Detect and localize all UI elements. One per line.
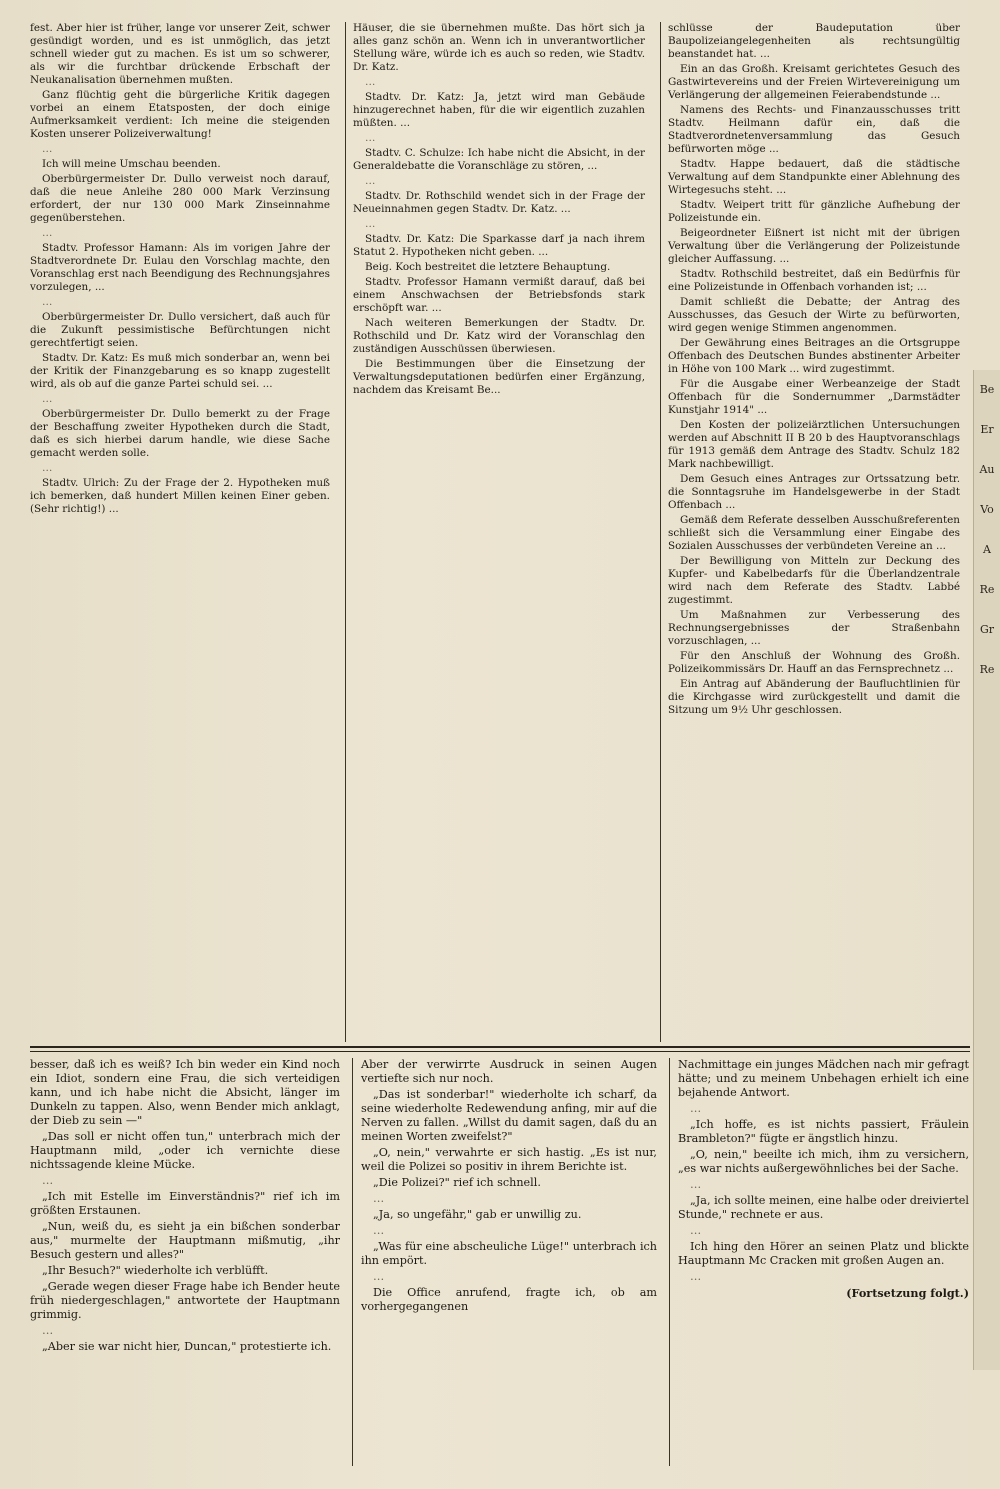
omitted-text: …	[365, 132, 379, 144]
story-paragraph: Nachmittage ein junges Mädchen nach mir gefragt hätte; und zu meinem Unbehagen erhielt ich eine bejahende Antwort.	[678, 1058, 969, 1099]
council-paragraph: Stadtv. Ulrich: Zu der Frage der 2. Hypotheken muß ich bemerken, daß hundert Millen keinen Einer geben. (Sehr richtig!) ...	[30, 477, 330, 515]
council-column-2	[345, 22, 645, 1042]
council-paragraph: Ich will meine Umschau beenden.	[42, 158, 221, 170]
omitted-text: …	[42, 1174, 57, 1187]
omitted-text: …	[373, 1192, 388, 1205]
council-paragraph: Nach weiteren Bemerkungen der Stadtv. Dr. Rothschild und Dr. Katz wird der Voranschlag den zuständigen Ausschüssen überwiesen.	[353, 317, 645, 355]
council-paragraph: Stadtv. Professor Hamann vermißt darauf, daß bei einem Anschwachsen der Betriebsfonds stark erschöpft war. ...	[353, 276, 645, 314]
section-divider	[30, 1046, 970, 1048]
omitted-text: …	[42, 462, 56, 474]
council-paragraph: Die Bestimmungen über die Einsetzung der Verwaltungsdeputationen bedürfen einer Ergänzung, nachdem das Kreisamt Be...	[353, 358, 645, 396]
story-paragraph: „Aber sie war nicht hier, Duncan," protestierte ich.	[42, 1340, 332, 1353]
story-paragraph: „Ich hoffe, es ist nichts passiert, Fräulein Brambleton?" fügte er ängstlich hinzu.	[678, 1118, 969, 1145]
council-paragraph: Ein an das Großh. Kreisamt gerichtetes Gesuch des Gastwirtevereins und der Freien Wirtevereinigung um Verlängerung der allgemeinen Feierabendstunde ...	[668, 63, 960, 101]
adjacent-page-edge	[973, 370, 1000, 1370]
omitted-text: …	[365, 175, 379, 187]
council-paragraph: Gemäß dem Referate desselben Ausschußreferenten schließt sich die Versammlung einer Eingabe des Sozialen Ausschusses der verbündeten Vereine an ...	[668, 514, 960, 552]
council-paragraph: Ein Antrag auf Abänderung der Baufluchtlinien für die Kirchgasse wird zurückgestellt und damit die Sitzung um 9½ Uhr geschlossen.	[668, 678, 960, 716]
story-paragraph: „Ihr Besuch?" wiederholte ich verblüfft.	[42, 1264, 269, 1277]
story-column-1	[30, 1058, 340, 1466]
council-paragraph: Für den Anschluß der Wohnung des Großh. Polizeikommissärs Dr. Hauff an das Fernsprechnetz ...	[668, 650, 960, 675]
edge-fragment: Er	[980, 423, 994, 436]
edge-fragment: A	[983, 543, 991, 556]
omitted-text: …	[42, 1324, 57, 1337]
council-paragraph: Stadtv. Weipert tritt für gänzliche Aufhebung der Polizeistunde ein.	[668, 199, 960, 224]
story-paragraph: „Was für eine abscheuliche Lüge!" unterbrach ich ihn empört.	[361, 1240, 657, 1267]
council-paragraph: Stadtv. Happe bedauert, daß die städtische Verwaltung auf dem Standpunkte einer Ablehnung des Wirtegesuchs steht. ...	[668, 158, 960, 196]
council-paragraph: schlüsse der Baudeputation über Baupolizeiangelegenheiten als rechtsungültig beanstandet hat. ...	[668, 22, 960, 60]
council-paragraph: Damit schließt die Debatte; der Antrag des Ausschusses, das Gesuch der Wirte zu befürworten, wird gegen wenige Stimmen angenommen.	[668, 296, 960, 334]
story-paragraph: „Ja, so ungefähr," gab er unwillig zu.	[373, 1208, 582, 1221]
story-paragraph: „O, nein," beeilte ich mich, ihm zu versichern, „es war nichts außergewöhnliches bei der Sache.	[678, 1148, 969, 1175]
edge-fragment: Vo	[980, 503, 994, 516]
council-paragraph: Dem Gesuch eines Antrages zur Ortssatzung betr. die Sonntagsruhe im Handelsgewerbe in der Stadt Offenbach ...	[668, 473, 960, 511]
omitted-text: …	[365, 218, 379, 230]
council-paragraph: Stadtv. Dr. Katz: Ja, jetzt wird man Gebäude hinzugerechnet haben, für die wir eigentlich zuzahlen müßten. ...	[353, 91, 645, 129]
omitted-text: …	[42, 227, 56, 239]
council-paragraph: Stadtv. Professor Hamann: Als im vorigen Jahre der Stadtverordnete Dr. Eulau den Vorschlag machte, den Voranschlag erst nach Beendigung des Rechnungsjahres vorzulegen, ...	[30, 242, 330, 293]
council-paragraph: Für die Ausgabe einer Werbeanzeige der Stadt Offenbach für die Sondernummer „Darmstädter Kunstjahr 1914" ...	[668, 378, 960, 416]
council-column-3	[660, 22, 960, 1042]
continued-notice: (Fortsetzung folgt.)	[846, 1286, 969, 1300]
council-column-1	[30, 22, 330, 1042]
council-paragraph: Oberbürgermeister Dr. Dullo versichert, daß auch für die Zukunft pessimistische Befürchtungen nicht gerechtfertigt seien.	[30, 311, 330, 349]
omitted-text: …	[690, 1178, 705, 1191]
omitted-text: …	[373, 1224, 388, 1237]
council-paragraph: fest. Aber hier ist früher, lange vor unserer Zeit, schwer gesündigt worden, und es ist unmöglich, das jetzt schnell wieder gut zu machen. Es ist um so schwerer, als wir die furchtbar drückende Erbschaft der Neukanalisation übernehmen mußten.	[30, 22, 330, 86]
council-paragraph: Stadtv. Dr. Katz: Es muß mich sonderbar an, wenn bei der Kritik der Finanzgebarung es so knapp zugestellt wird, als ob auf die ganze Partei schuld sei. ...	[30, 352, 330, 390]
council-paragraph: Den Kosten der polizeiärztlichen Untersuchungen werden auf Abschnitt II B 20 b des Hauptvoranschlags für 1913 gemäß dem Antrage des Stadtv. Schulz 182 Mark nachbewilligt.	[668, 419, 960, 470]
section-divider	[30, 1051, 970, 1052]
story-paragraph: „Das ist sonderbar!" wiederholte ich scharf, da seine wiederholte Redewendung anfing, mir auf die Nerven zu fallen. „Willst du damit sagen, daß du an meinen Worten zweifelst?"	[361, 1088, 657, 1143]
omitted-text: …	[690, 1224, 705, 1237]
edge-fragment: Au	[979, 463, 995, 476]
story-paragraph: „Gerade wegen dieser Frage habe ich Bender heute früh niedergeschlagen," antwortete der Hauptmann grimmig.	[30, 1280, 340, 1321]
story-paragraph: Aber der verwirrte Ausdruck in seinen Augen vertiefte sich nur noch.	[361, 1058, 657, 1085]
council-paragraph: Stadtv. C. Schulze: Ich habe nicht die Absicht, in der Generaldebatte die Voranschläge zu stören, ...	[353, 147, 645, 172]
story-column-2	[352, 1058, 657, 1466]
story-paragraph: „Die Polizei?" rief ich schnell.	[373, 1176, 541, 1189]
council-paragraph: Oberbürgermeister Dr. Dullo verweist noch darauf, daß die neue Anleihe 280 000 Mark Verzinsung erfordert, der nur 130 000 Mark Zinseinnahme gegenüberstehen.	[30, 173, 330, 224]
edge-fragment: Re	[979, 583, 995, 596]
council-paragraph: Stadtv. Dr. Katz: Die Sparkasse darf ja nach ihrem Statut 2. Hypotheken nicht geben. ...	[353, 233, 645, 258]
edge-fragment: Re	[979, 663, 995, 676]
council-paragraph: Häuser, die sie übernehmen mußte. Das hört sich ja alles ganz schön an. Wenn ich in unverantwortlicher Stellung wäre, würde ich es auch so reden, wie Stadtv. Dr. Katz.	[353, 22, 645, 73]
story-paragraph: Die Office anrufend, fragte ich, ob am vorhergegangenen	[361, 1286, 657, 1313]
omitted-text: …	[42, 296, 56, 308]
serial-novel	[30, 1058, 970, 1466]
edge-fragment: Gr	[979, 623, 995, 636]
council-paragraph: Der Bewilligung von Mitteln zur Deckung des Kupfer- und Kabelbedarfs für die Überlandzentrale wird nach dem Referate des Stadtv. Labbé zugestimmt.	[668, 555, 960, 606]
omitted-text: …	[690, 1270, 705, 1283]
council-paragraph: Stadtv. Dr. Rothschild wendet sich in der Frage der Neueinnahmen gegen Stadtv. Dr. Katz. ...	[353, 190, 645, 215]
edge-fragment: Be	[979, 383, 995, 396]
council-paragraph: Der Gewährung eines Beitrages an die Ortsgruppe Offenbach des Deutschen Bundes abstinenter Arbeiter in Höhe von 100 Mark ... wird zugestimmt.	[668, 337, 960, 375]
council-report	[30, 22, 960, 1042]
story-paragraph: „Ich mit Estelle im Einverständnis?" rief ich im größten Erstaunen.	[30, 1190, 340, 1217]
story-paragraph: Ich hing den Hörer an seinen Platz und blickte Hauptmann Mc Cracken mit großen Augen an.	[678, 1240, 969, 1267]
omitted-text: …	[42, 393, 56, 405]
council-paragraph: Ganz flüchtig geht die bürgerliche Kritik dagegen vorbei an einem Etatsposten, der doch einige Aufmerksamkeit verdient: Ich meine die steigenden Kosten unserer Polizeiverwaltung!	[30, 89, 330, 140]
story-paragraph: „Ja, ich sollte meinen, eine halbe oder dreiviertel Stunde," rechnete er aus.	[678, 1194, 969, 1221]
story-paragraph: besser, daß ich es weiß? Ich bin weder ein Kind noch ein Idiot, sondern eine Frau, die sich verteidigen kann, und ich habe nicht die Absicht, länger im Dunkeln zu tappen. Also, wenn Bender mich anklagt, der Dieb zu sein —"	[30, 1058, 340, 1127]
story-column-3	[669, 1058, 969, 1466]
council-paragraph: Beig. Koch bestreitet die letztere Behauptung.	[365, 261, 611, 273]
omitted-text: …	[690, 1102, 705, 1115]
story-paragraph: „O, nein," verwahrte er sich hastig. „Es ist nur, weil die Polizei so positiv in ihrem Berichte ist.	[361, 1146, 657, 1173]
council-paragraph: Um Maßnahmen zur Verbesserung des Rechnungsergebnisses der Straßenbahn vorzuschlagen, ...	[668, 609, 960, 647]
council-paragraph: Namens des Rechts- und Finanzausschusses tritt Stadtv. Heilmann dafür ein, daß die Stadtverordnetenversammlung das Gesuch befürworten möge ...	[668, 104, 960, 155]
story-paragraph: „Nun, weiß du, es sieht ja ein bißchen sonderbar aus," murmelte der Hauptmann mißmutig, „ihr Besuch gestern und alles?"	[30, 1220, 340, 1261]
omitted-text: …	[373, 1270, 388, 1283]
omitted-text: …	[42, 143, 56, 155]
council-paragraph: Beigeordneter Eißnert ist nicht mit der übrigen Verwaltung über die Verlängerung der Polizeistunde gleicher Auffassung. ...	[668, 227, 960, 265]
council-paragraph: Oberbürgermeister Dr. Dullo bemerkt zu der Frage der Beschaffung zweiter Hypotheken durch die Stadt, daß es sich hierbei darum handle, wie diese Sache gemacht werden solle.	[30, 408, 330, 459]
story-paragraph: „Das soll er nicht offen tun," unterbrach mich der Hauptmann mild, „oder ich vernichte diese nichtssagende kleine Mücke.	[30, 1130, 340, 1171]
council-paragraph: Stadtv. Rothschild bestreitet, daß ein Bedürfnis für eine Polizeistunde in Offenbach vorhanden ist; ...	[668, 268, 960, 293]
omitted-text: …	[365, 76, 379, 88]
